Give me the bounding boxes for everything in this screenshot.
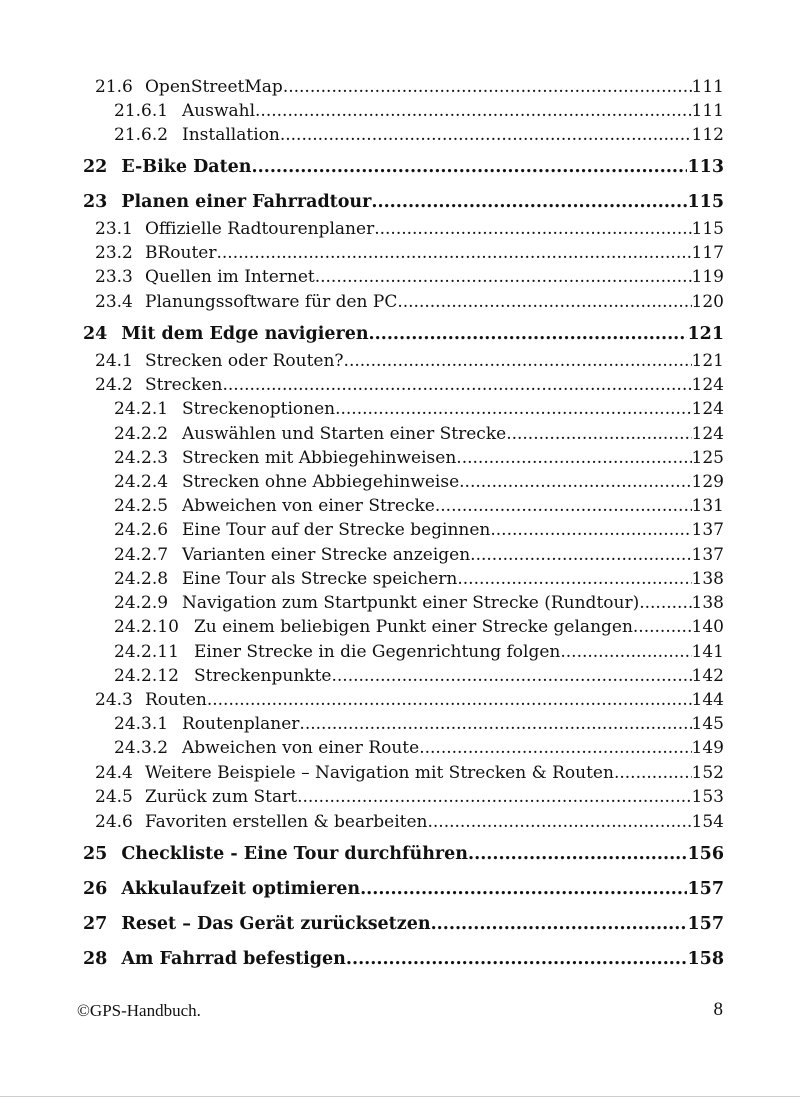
toc-entry[interactable] (114, 666, 724, 690)
toc-entry-page: 113 (687, 157, 724, 177)
toc-entry-title: Strecken ohne Abbiegehinweise (182, 472, 460, 492)
toc-entry-title: Eine Tour auf der Strecke beginnen (182, 520, 491, 540)
toc-entry-number: 24.2.6 (114, 520, 169, 540)
toc-entry-title: Varianten einer Strecke anzeigen (182, 545, 471, 565)
dot-leader (360, 879, 687, 899)
toc-entry[interactable] (114, 738, 724, 762)
toc-entry[interactable] (114, 520, 724, 544)
toc-entry-title: Reset – Das Gerät zurücksetzen (121, 914, 431, 934)
toc-entry[interactable] (83, 914, 724, 938)
page-bottom-divider (0, 1096, 800, 1097)
toc-entry-number: 24.2.11 (114, 642, 179, 662)
toc-entry[interactable] (95, 219, 724, 243)
dot-leader (459, 472, 691, 492)
toc-entry-number: 23.1 (95, 219, 133, 239)
toc-entry-page: 129 (691, 472, 724, 492)
toc-entry-page: 111 (691, 77, 724, 97)
toc-entry-page: 156 (687, 844, 724, 864)
toc-entry-title: Quellen im Internet (145, 267, 315, 287)
dot-leader (435, 496, 692, 516)
toc-entry[interactable] (83, 192, 724, 216)
dot-leader (614, 763, 692, 783)
toc-entry-page: 152 (691, 763, 724, 783)
toc-entry-title: Strecken (145, 375, 223, 395)
dot-leader (470, 545, 691, 565)
toc-entry-page: 144 (691, 690, 724, 710)
toc-entry[interactable] (114, 424, 724, 448)
toc-entry-number: 24.2.4 (114, 472, 169, 492)
toc-entry-page: 112 (691, 125, 724, 145)
toc-entry-title: Offizielle Radtourenplaner (145, 219, 375, 239)
toc-entry-number: 24.2.8 (114, 569, 169, 589)
dot-leader (331, 666, 691, 686)
toc-entry-title: Auswählen und Starten einer Strecke (182, 424, 507, 444)
toc-entry-page: 125 (691, 448, 724, 468)
toc-entry-page: 138 (691, 569, 724, 589)
toc-entry-title: Eine Tour als Strecke speichern (182, 569, 458, 589)
dot-leader (431, 914, 688, 934)
toc-entry-number: 24.6 (95, 812, 133, 832)
dot-leader (280, 125, 692, 145)
toc-entry[interactable] (114, 545, 724, 569)
dot-leader (374, 219, 691, 239)
toc-entry-number: 24.2 (95, 375, 133, 395)
toc-entry-title: OpenStreetMap (145, 77, 283, 97)
dot-leader (252, 157, 688, 177)
dot-leader (255, 101, 692, 121)
toc-entry-number: 27 (83, 914, 108, 934)
toc-entry-title: E-Bike Daten (121, 157, 252, 177)
toc-entry-page: 149 (691, 738, 724, 758)
dot-leader (217, 243, 692, 263)
toc-entry-number: 21.6.1 (114, 101, 169, 121)
toc-entry[interactable] (95, 787, 724, 811)
toc-entry-number: 24.2.1 (114, 399, 169, 419)
toc-entry-title: BRouter (145, 243, 217, 263)
toc-entry-page: 145 (691, 714, 724, 734)
toc-entry-page: 140 (691, 617, 724, 637)
toc-entry[interactable] (95, 267, 724, 291)
toc-entry-page: 138 (691, 593, 724, 613)
toc-entry-title: Favoriten erstellen & bearbeiten (145, 812, 428, 832)
dot-leader (427, 812, 691, 832)
toc-entry-page: 121 (691, 351, 724, 371)
toc-entry[interactable] (114, 448, 724, 472)
dot-leader (335, 399, 691, 419)
toc-entry[interactable] (114, 714, 724, 738)
toc-entry[interactable] (95, 763, 724, 787)
toc-entry[interactable] (114, 399, 724, 423)
toc-entry-title: Strecken oder Routen? (145, 351, 344, 371)
toc-entry-number: 24.1 (95, 351, 133, 371)
toc-entry-title: Streckenpunkte (194, 666, 332, 686)
toc-entry-page: 153 (691, 787, 724, 807)
toc-entry-title: Strecken mit Abbiegehinweisen (182, 448, 457, 468)
toc-entry-number: 24.2.10 (114, 617, 179, 637)
toc-entry-page: 124 (691, 424, 724, 444)
toc-entry-number: 23 (83, 192, 108, 212)
toc-entry-title: Routen (145, 690, 207, 710)
toc-entry[interactable] (114, 472, 724, 496)
toc-entry-page: 120 (691, 292, 724, 312)
dot-leader (371, 192, 687, 212)
dot-leader (315, 267, 692, 287)
toc-entry-title: Abweichen von einer Route (182, 738, 420, 758)
toc-entry-title: Planungssoftware für den PC (145, 292, 398, 312)
toc-entry-number: 21.6.2 (114, 125, 169, 145)
toc-entry-title: Mit dem Edge navigieren (121, 324, 369, 344)
toc-entry-page: 137 (691, 520, 724, 540)
toc-entry[interactable] (114, 496, 724, 520)
toc-entry-number: 23.2 (95, 243, 133, 263)
toc-entry-page: 142 (691, 666, 724, 686)
toc-entry-page: 117 (691, 243, 724, 263)
toc-entry-title: Weitere Beispiele – Navigation mit Strecken & Routen (145, 763, 614, 783)
toc-entry-title: Streckenoptionen (182, 399, 336, 419)
toc-entry[interactable] (83, 879, 724, 903)
dot-leader (633, 617, 692, 637)
toc-entry-title: Installation (182, 125, 280, 145)
dot-leader (506, 424, 691, 444)
toc-entry-page: 131 (691, 496, 724, 516)
toc-entry-number: 21.6 (95, 77, 133, 97)
toc-entry-title: Navigation zum Startpunkt einer Strecke (Rundtour) (182, 593, 640, 613)
toc-entry-title: Einer Strecke in die Gegenrichtung folgen (194, 642, 561, 662)
toc-entry-page: 124 (691, 399, 724, 419)
toc-entry-number: 23.4 (95, 292, 133, 312)
toc-entry-number: 24.5 (95, 787, 133, 807)
footer-page-number: 8 (713, 999, 723, 1020)
toc-entry-title: Zurück zum Start (145, 787, 298, 807)
dot-leader (346, 949, 688, 969)
toc-entry-page: 111 (691, 101, 724, 121)
footer-copyright: ©GPS-Handbuch. (77, 1001, 201, 1020)
toc-entry-number: 22 (83, 157, 108, 177)
toc-entry-number: 24 (83, 324, 108, 344)
toc-entry-page: 115 (691, 219, 724, 239)
dot-leader (456, 448, 691, 468)
toc-entry-number: 24.3.1 (114, 714, 169, 734)
toc-entry-number: 25 (83, 844, 108, 864)
toc-entry-page: 119 (691, 267, 724, 287)
toc-entry[interactable] (83, 157, 724, 181)
toc-entry[interactable] (83, 324, 724, 348)
dot-leader (468, 844, 687, 864)
toc-entry-page: 121 (687, 324, 724, 344)
toc-entry[interactable] (114, 569, 724, 593)
toc-entry-page: 137 (691, 545, 724, 565)
toc-entry[interactable] (95, 812, 724, 836)
dot-leader (639, 593, 691, 613)
dot-leader (369, 324, 688, 344)
toc-entry-page: 158 (687, 949, 724, 969)
toc-entry-page: 157 (687, 879, 724, 899)
dot-leader (490, 520, 691, 540)
dot-leader (344, 351, 692, 371)
dot-leader (560, 642, 691, 662)
toc-entry-number: 28 (83, 949, 108, 969)
dot-leader (457, 569, 691, 589)
toc-entry-page: 141 (691, 642, 724, 662)
toc-entry-title: Auswahl (182, 101, 256, 121)
toc-entry-title: Akkulaufzeit optimieren (121, 879, 361, 899)
toc-entry[interactable] (95, 351, 724, 375)
toc-entry-number: 24.2.3 (114, 448, 169, 468)
toc-entry-title: Zu einem beliebigen Punkt einer Strecke gelangen (194, 617, 633, 637)
toc-entry[interactable] (83, 844, 724, 868)
toc-entry-number: 24.2.12 (114, 666, 179, 686)
toc-entry[interactable] (95, 690, 724, 714)
toc-entry-number: 24.2.9 (114, 593, 169, 613)
toc-entry-number: 24.2.7 (114, 545, 169, 565)
toc-entry-number: 24.2.5 (114, 496, 169, 516)
toc-entry[interactable] (95, 77, 724, 101)
toc-entry[interactable] (95, 243, 724, 267)
dot-leader (419, 738, 691, 758)
toc-entry-page: 154 (691, 812, 724, 832)
toc-entry-title: Planen einer Fahrradtour (121, 192, 372, 212)
toc-entry[interactable] (114, 593, 724, 617)
toc-entry[interactable] (95, 292, 724, 316)
dot-leader (223, 375, 692, 395)
toc-entry-title: Abweichen von einer Strecke (182, 496, 435, 516)
toc-entry-number: 23.3 (95, 267, 133, 287)
toc-entry-page: 124 (691, 375, 724, 395)
dot-leader (297, 787, 691, 807)
toc-entry-number: 24.3 (95, 690, 133, 710)
toc-entry-title: Am Fahrrad befestigen (121, 949, 346, 969)
toc-entry-page: 157 (687, 914, 724, 934)
dot-leader (299, 714, 691, 734)
toc-entry[interactable] (83, 949, 724, 973)
toc-entry[interactable] (114, 642, 724, 666)
dot-leader (283, 77, 692, 97)
toc-entry-number: 24.4 (95, 763, 133, 783)
dot-leader (207, 690, 692, 710)
toc-entry[interactable] (114, 101, 724, 125)
toc-entry[interactable] (95, 375, 724, 399)
toc-entry-page: 115 (687, 192, 724, 212)
toc-entry[interactable] (114, 125, 724, 149)
toc-entry-number: 24.3.2 (114, 738, 169, 758)
toc-entry-title: Checkliste - Eine Tour durchführen (121, 844, 469, 864)
dot-leader (397, 292, 691, 312)
toc-entry[interactable] (114, 617, 724, 641)
toc-entry-number: 26 (83, 879, 108, 899)
toc-entry-title: Routenplaner (182, 714, 300, 734)
toc-entry-number: 24.2.2 (114, 424, 169, 444)
